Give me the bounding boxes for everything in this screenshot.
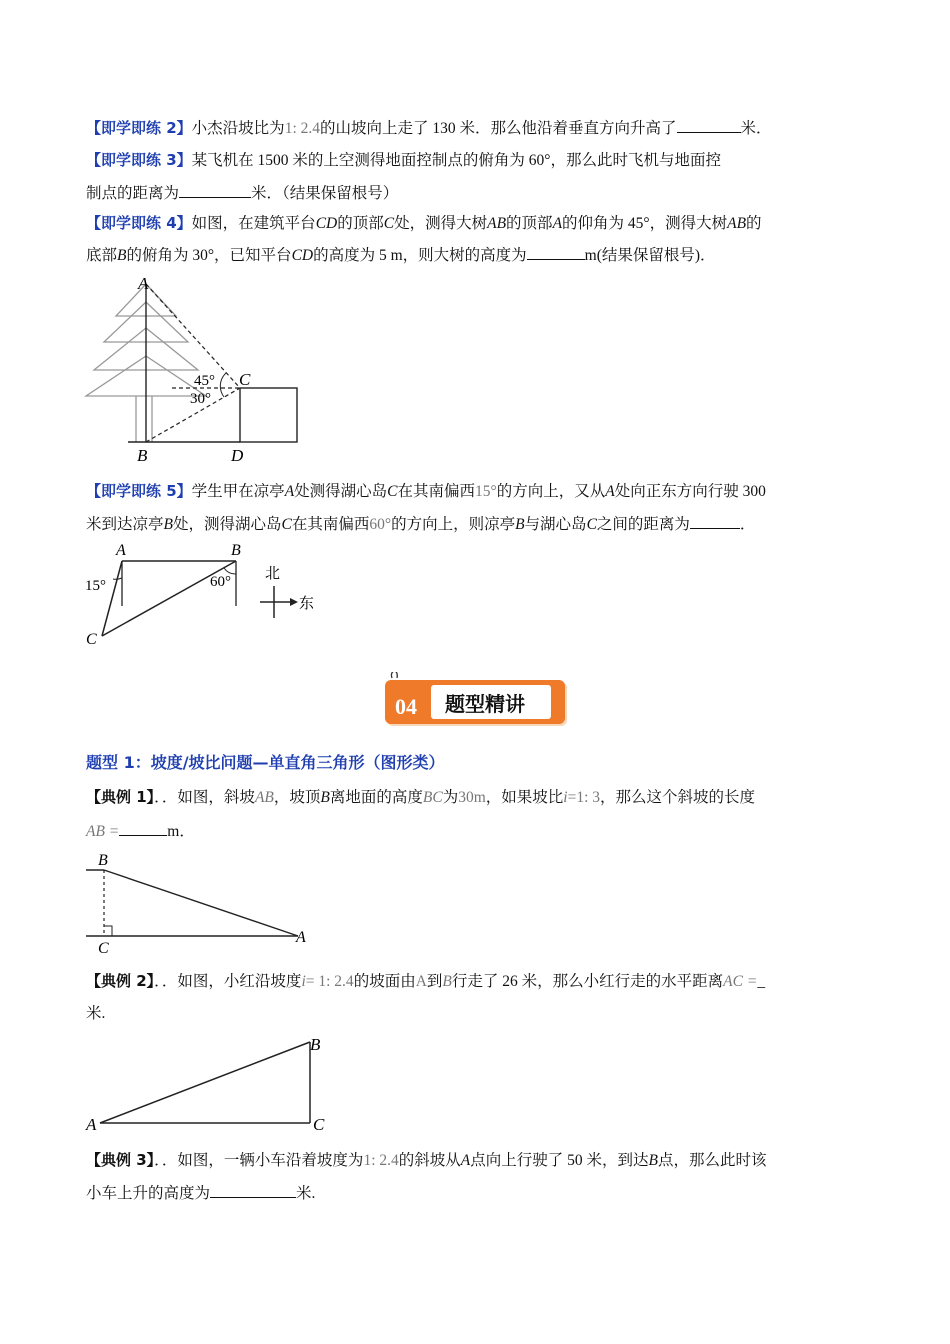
exercise-3 bbox=[86, 149, 721, 172]
text: 的方向上，又从 bbox=[496, 483, 606, 500]
compass-icon bbox=[260, 565, 314, 618]
text: 在其南偏西 bbox=[291, 516, 370, 533]
example-tag: 【典例 3】 bbox=[86, 1151, 155, 1169]
sight-line-a bbox=[146, 284, 240, 388]
slope-figure-1 bbox=[84, 848, 324, 958]
text: 米到达凉亭 bbox=[86, 516, 164, 533]
text: 处测得湖心岛 bbox=[294, 483, 388, 500]
math-ab: AB bbox=[254, 789, 274, 806]
text: 到 bbox=[426, 973, 443, 990]
type-heading: 题型 1：坡度/坡比问题—单直角三角形（图形类） bbox=[86, 753, 445, 772]
math-ab-eq: AB = bbox=[86, 823, 120, 840]
angle-15-label: 15° bbox=[85, 578, 106, 594]
text: ．．如图，一辆小车沿着坡度为 bbox=[154, 1152, 364, 1169]
text: 离地面的高度 bbox=[329, 789, 423, 806]
example-3 bbox=[86, 1149, 766, 1172]
var: B bbox=[163, 516, 173, 533]
exercise-4 bbox=[86, 212, 762, 235]
angle: 15° bbox=[475, 483, 497, 500]
label-b: B bbox=[98, 852, 108, 869]
exercise-tag: 【即学即练 2】 bbox=[86, 119, 192, 137]
example-2-line2 bbox=[86, 1003, 105, 1025]
text: 行走了 26 米，那么小红行走的水平距离 bbox=[451, 973, 724, 990]
angle-arc bbox=[220, 373, 226, 397]
text: ．．如图，斜坡 bbox=[154, 789, 255, 806]
text: 之间的距离为 bbox=[596, 516, 690, 533]
exercise-5-line2 bbox=[86, 512, 755, 536]
text: 的高度为 5 m，则大树的高度为 bbox=[313, 247, 527, 264]
text: 点向上行驶了 50 米，到达 bbox=[470, 1152, 649, 1169]
var: B bbox=[320, 789, 330, 806]
var: AB bbox=[727, 215, 747, 232]
text: ，如果坡比 bbox=[485, 789, 564, 806]
decor-swirl-icon bbox=[391, 672, 397, 678]
math-ac: AC = bbox=[723, 973, 758, 990]
text: 处，测得湖心岛 bbox=[172, 516, 282, 533]
label-a: A bbox=[116, 542, 126, 559]
var: A bbox=[460, 1152, 471, 1169]
text: m(结果保留根号)． bbox=[584, 247, 716, 264]
example-3-line2 bbox=[86, 1181, 315, 1205]
text: 在其南偏西 bbox=[397, 483, 476, 500]
example-tag: 【典例 1】 bbox=[86, 788, 155, 806]
text: 的山坡向上走了 130 米．那么他沿着垂直方向升高了 bbox=[320, 120, 677, 137]
var: CD bbox=[315, 215, 338, 232]
text: _ bbox=[757, 973, 766, 990]
math-i: i bbox=[563, 789, 568, 806]
text: ，坡顶 bbox=[273, 789, 321, 806]
label-b: B bbox=[137, 446, 148, 465]
slope-ab bbox=[104, 870, 298, 936]
lake-island-figure bbox=[80, 540, 330, 652]
text: 小车上升的高度为 bbox=[86, 1185, 211, 1202]
text: 制点的距离为 bbox=[86, 185, 180, 202]
exercise-tag: 【即学即练 3】 bbox=[86, 151, 192, 169]
text: 的顶部 bbox=[506, 215, 553, 232]
section-banner bbox=[385, 672, 569, 728]
var: C bbox=[281, 516, 292, 533]
text: 学生甲在凉亭 bbox=[191, 483, 285, 500]
exercise-5 bbox=[86, 480, 766, 503]
var: C bbox=[383, 215, 395, 232]
var: A bbox=[284, 483, 295, 500]
text: m． bbox=[167, 823, 195, 840]
ratio: 1: 2.4 bbox=[284, 120, 320, 137]
answer-blank[interactable] bbox=[690, 512, 740, 529]
var: AB bbox=[487, 215, 507, 232]
answer-blank[interactable] bbox=[179, 181, 251, 198]
text: 小杰沿坡比为 bbox=[191, 120, 285, 137]
slope-figure-2 bbox=[84, 1030, 344, 1140]
text: 米. bbox=[296, 1185, 316, 1202]
text: 米．（结果保留根号） bbox=[251, 185, 399, 202]
angle: 60° bbox=[369, 516, 392, 533]
text: 米． bbox=[740, 120, 772, 137]
text: ，那么这个斜坡的长度 bbox=[600, 789, 756, 806]
var: A bbox=[552, 215, 563, 232]
math-height: 30m bbox=[458, 789, 486, 806]
exercise-2 bbox=[86, 116, 772, 140]
var: B bbox=[648, 1152, 658, 1169]
exercise-tag: 【即学即练 5】 bbox=[86, 482, 192, 500]
east-label: 东 bbox=[299, 596, 315, 612]
angle-30-label: 30° bbox=[190, 391, 211, 407]
example-tag: 【典例 2】 bbox=[86, 972, 155, 990]
text: 的斜坡从 bbox=[398, 1152, 461, 1169]
label-c: C bbox=[239, 370, 251, 389]
angle-60-label: 60° bbox=[210, 574, 231, 590]
text: 底部 bbox=[86, 247, 118, 264]
math-bc: BC bbox=[422, 789, 443, 806]
exercise-4-line2 bbox=[86, 243, 716, 267]
angle-45-label: 45° bbox=[194, 373, 215, 389]
text: 的方向上，则凉亭 bbox=[391, 516, 516, 533]
label-b: B bbox=[310, 1035, 321, 1054]
var: A bbox=[605, 483, 615, 500]
var: C bbox=[586, 516, 597, 533]
label-c: C bbox=[86, 631, 97, 648]
segment-ac bbox=[102, 561, 122, 636]
text: 的俯角为 30°，已知平台 bbox=[126, 247, 292, 264]
example-1-line2 bbox=[86, 819, 195, 843]
var: B bbox=[515, 516, 525, 533]
answer-blank[interactable] bbox=[677, 116, 741, 133]
label-c: C bbox=[313, 1115, 325, 1134]
math-b: B bbox=[442, 973, 452, 990]
text: 的 bbox=[746, 215, 762, 232]
math-ratio: = 1: 2.4 bbox=[305, 973, 354, 990]
text: ．．如图，小红沿坡度 bbox=[154, 973, 302, 990]
platform bbox=[240, 388, 297, 442]
north-label: 北 bbox=[265, 566, 281, 582]
text: 的坡面由 bbox=[353, 973, 416, 990]
text: 为 bbox=[442, 789, 459, 806]
math-ratio: =1: 3 bbox=[567, 789, 601, 806]
right-angle-mark bbox=[104, 926, 112, 936]
text: 米. bbox=[86, 1005, 106, 1022]
answer-blank[interactable] bbox=[210, 1181, 296, 1198]
text: 的顶部 bbox=[337, 215, 384, 232]
slope-ab bbox=[100, 1042, 310, 1123]
example-2 bbox=[86, 970, 765, 993]
label-b: B bbox=[231, 542, 241, 559]
var: B bbox=[117, 247, 127, 264]
answer-blank[interactable] bbox=[527, 243, 585, 260]
label-a: A bbox=[138, 274, 149, 293]
label-c: C bbox=[98, 940, 109, 957]
exercise-tag: 【即学即练 4】 bbox=[86, 214, 192, 232]
text: 某飞机在 1500 米的上空测得地面控制点的俯角为 60°，那么此时飞机与地面控 bbox=[191, 152, 721, 169]
text: 如图，在建筑平台 bbox=[191, 215, 316, 232]
text: 与湖心岛 bbox=[524, 516, 587, 533]
var: C bbox=[387, 483, 398, 500]
label-d: D bbox=[231, 446, 244, 465]
tree-platform-figure bbox=[80, 272, 310, 468]
math-i: i bbox=[301, 973, 306, 990]
text: 的仰角为 45°，测得大树 bbox=[562, 215, 728, 232]
exercise-3-line2 bbox=[86, 181, 398, 205]
section-number: 04 bbox=[395, 694, 417, 719]
text: 点，那么此时该 bbox=[657, 1152, 767, 1169]
answer-blank[interactable] bbox=[119, 819, 167, 836]
var: CD bbox=[291, 247, 314, 264]
math-a: A bbox=[415, 973, 427, 990]
label-a: A bbox=[296, 929, 306, 946]
text: 处向正东方向行驶 300 bbox=[614, 483, 766, 500]
example-1 bbox=[86, 786, 755, 809]
math-ratio: 1: 2.4 bbox=[363, 1152, 399, 1169]
label-a: A bbox=[86, 1115, 97, 1134]
section-title: 题型精讲 bbox=[445, 694, 525, 716]
text: ． bbox=[739, 516, 756, 533]
text: 处，测得大树 bbox=[394, 215, 488, 232]
